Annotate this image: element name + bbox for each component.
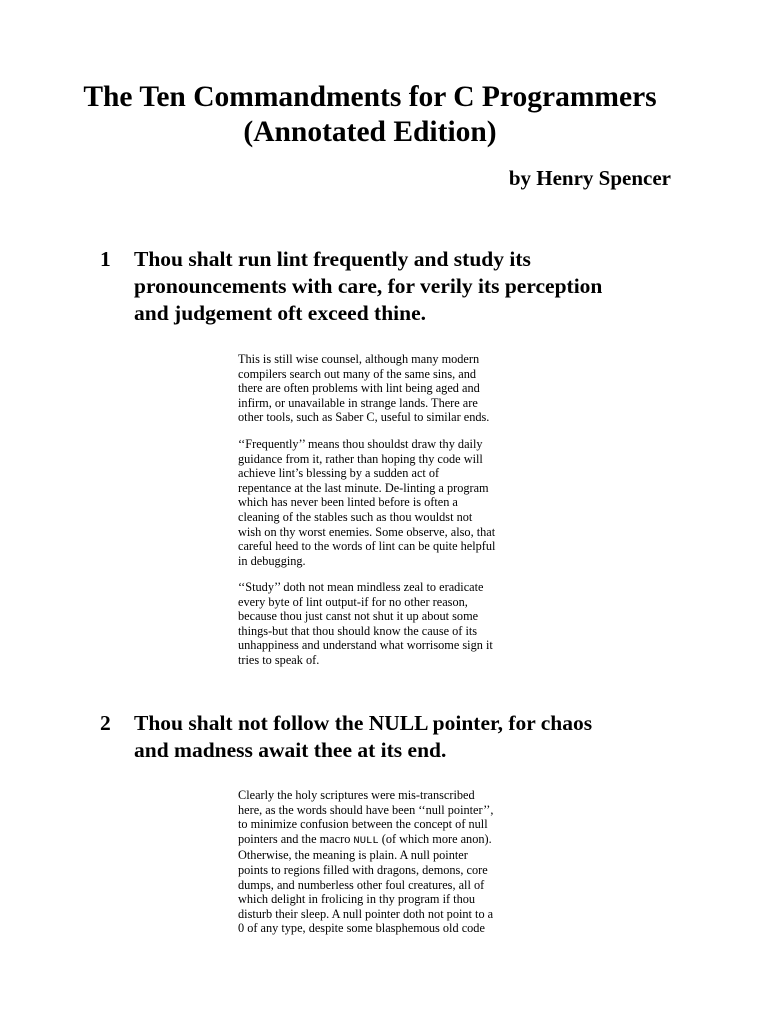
annotation-line: tries to speak of. — [238, 652, 320, 667]
annotation-paragraph — [238, 352, 518, 425]
annotation-line: careful heed to the words of lint can be quite helpful — [238, 539, 496, 554]
commandment-number: 2 — [100, 711, 111, 735]
annotation-line: wish on thy worst enemies. Some observe, also, that — [238, 524, 496, 539]
annotation-line: ‘‘Study’’ doth not mean mindless zeal to eradicate — [238, 580, 484, 594]
commandment-text-line: and madness await thee at its end. — [134, 738, 447, 762]
annotation-line: to minimize confusion between the concept of null — [238, 817, 488, 832]
annotation-line: ‘‘Frequently’’ means thou shouldst draw thy daily — [238, 437, 483, 451]
commandment-text-line: and judgement oft exceed thine. — [134, 301, 427, 325]
annotation-line: compilers search out many of the same sins, and — [238, 366, 477, 381]
annotation-paragraph — [238, 788, 518, 936]
document-title-line-2: (Annotated Edition) — [243, 116, 497, 148]
annotation-line: in debugging. — [238, 553, 306, 568]
annotation-line: This is still wise counsel, although many modern — [238, 352, 480, 366]
annotation-fragment: (of which more anon). — [381, 831, 492, 846]
annotation-line: unhappiness and understand what worrisome sign it — [238, 638, 493, 653]
annotation-line: things-but that thou should know the cause of its — [238, 623, 478, 638]
annotation-line: disturb their sleep. A null pointer doth not point to a — [238, 906, 494, 921]
annotation-fragment: pointers and the macro — [238, 831, 354, 846]
null-macro-code: NULL — [353, 834, 379, 847]
annotation-line: which has never been linted before is often a — [238, 495, 458, 510]
annotation-line: guidance from it, rather than hoping thy code will — [238, 451, 483, 466]
annotation-line: which delight in frolicing in thy program if thou — [238, 892, 476, 907]
annotation-line: here, as the words should have been ‘‘null pointer’’, — [238, 802, 494, 817]
annotation-line: because thou just canst not shut it up about some — [238, 609, 479, 624]
annotation-line: dumps, and numberless other foul creatures, all of — [238, 877, 485, 892]
annotation-line: Clearly the holy scriptures were mis-transcribed — [238, 788, 475, 802]
annotation-line: points to regions filled with dragons, demons, core — [238, 862, 488, 877]
annotation-paragraph — [238, 437, 518, 568]
commandment-text-line: pronouncements with care, for verily its perception — [134, 274, 603, 298]
annotation-line: other tools, such as Saber C, useful to similar ends. — [238, 410, 490, 425]
annotation-line: infirm, or unavailable in strange lands. There are — [238, 395, 478, 410]
author-byline: by Henry Spencer — [508, 166, 671, 190]
commandment-text-line: Thou shalt not follow the NULL pointer, for chaos — [134, 711, 593, 735]
annotation-line: Otherwise, the meaning is plain. A null pointer — [238, 848, 468, 863]
annotation-line: every byte of lint output-if for no other reason, — [238, 594, 468, 609]
commandment-text — [134, 710, 654, 764]
document-title-line-1: The Ten Commandments for C Programmers — [83, 81, 657, 113]
annotation-line: there are often problems with lint being aged and — [238, 381, 480, 396]
commandment-text-line: Thou shalt run lint frequently and study its — [134, 247, 531, 271]
commandment-text — [134, 246, 654, 327]
annotation-line — [238, 832, 518, 849]
annotation-line: repentance at the last minute. De-linting a program — [238, 480, 489, 495]
commandment-number: 1 — [100, 247, 111, 271]
annotation-line: cleaning of the stables such as thou wouldst not — [238, 509, 473, 524]
annotation-line: achieve lint’s blessing by a sudden act of — [238, 466, 440, 481]
annotation-line: 0 of any type, despite some blasphemous old code — [238, 921, 485, 936]
annotation-paragraph — [238, 580, 518, 668]
